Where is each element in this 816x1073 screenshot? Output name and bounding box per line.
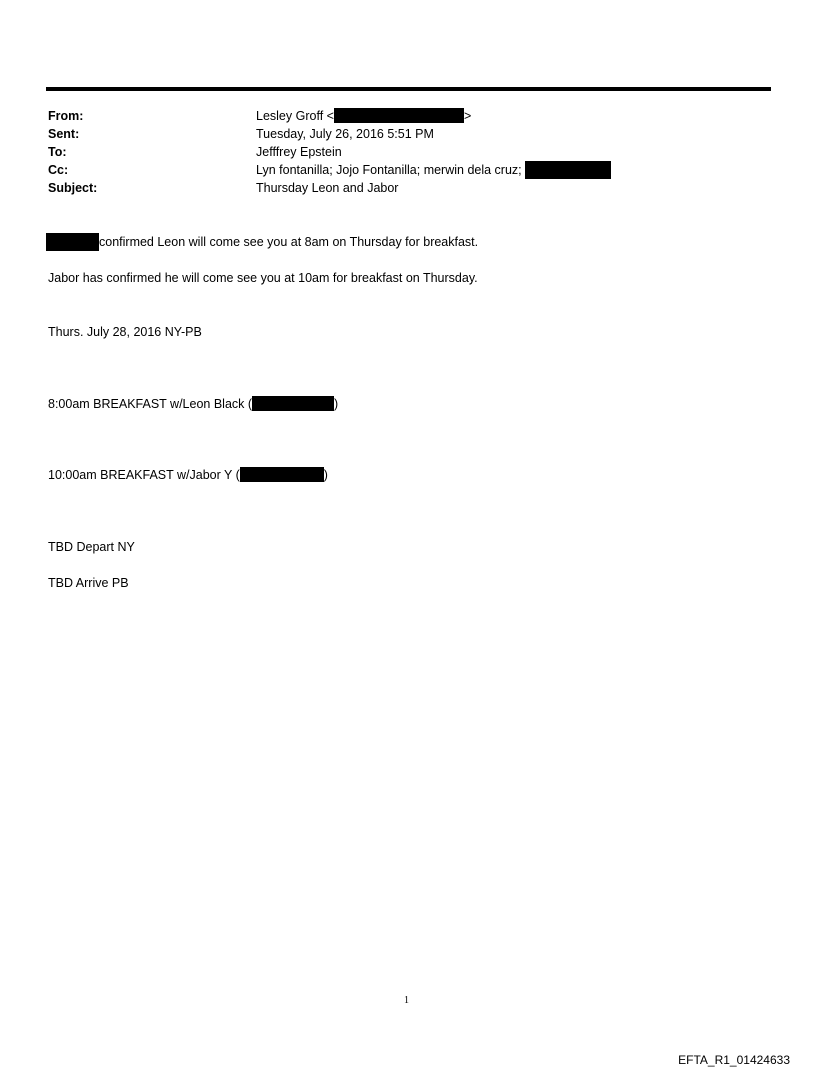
from-label: From:: [48, 109, 84, 123]
email-header: [48, 107, 748, 197]
sent-row: [48, 125, 748, 143]
redaction-box: [334, 108, 464, 123]
page-number: 1: [404, 995, 409, 1006]
depart-line: TBD Depart NY: [48, 540, 135, 554]
cc-names: Lyn fontanilla; Jojo Fontanilla; merwin dela cruz;: [256, 163, 522, 177]
from-row: [48, 107, 748, 125]
cc-value: [256, 161, 748, 179]
document-id: EFTA_R1_01424633: [678, 1053, 790, 1067]
arrive-line: TBD Arrive PB: [48, 576, 129, 590]
cc-label: Cc:: [48, 163, 69, 177]
from-value: [256, 107, 748, 125]
from-close: >: [463, 109, 472, 123]
to-label: To:: [48, 145, 67, 159]
to-value: Jefffrey Epstein: [256, 145, 342, 159]
schedule-item-1: [48, 395, 338, 413]
sent-label: Sent:: [48, 127, 80, 141]
to-row: [48, 143, 748, 161]
redaction-box: [252, 396, 334, 411]
from-name: Lesley Groff <: [256, 109, 334, 123]
schedule-item-2: [48, 466, 328, 484]
cc-row: [48, 161, 748, 179]
header-rule: [46, 87, 771, 91]
subject-label: Subject:: [48, 181, 98, 195]
redaction-box: [46, 233, 99, 251]
schedule-item-2-text: 10:00am BREAKFAST w/Jabor Y (: [48, 468, 240, 482]
subject-value: Thursday Leon and Jabor: [256, 181, 399, 195]
schedule-item-1-close: ): [334, 397, 339, 411]
body-line-2: Jabor has confirmed he will come see you at 10am for breakfast on Thursday.: [48, 271, 478, 285]
schedule-item-2-close: ): [323, 468, 328, 482]
body-line-1-text: confirmed Leon will come see you at 8am on Thursday for breakfast.: [99, 235, 479, 249]
schedule-date: Thurs. July 28, 2016 NY-PB: [48, 325, 202, 339]
schedule-item-1-text: 8:00am BREAKFAST w/Leon Black (: [48, 397, 253, 411]
body-line-1: [46, 233, 478, 251]
redaction-box: [525, 161, 611, 179]
sent-value: Tuesday, July 26, 2016 5:51 PM: [256, 127, 434, 141]
redaction-box: [240, 467, 324, 482]
subject-row: [48, 179, 748, 197]
